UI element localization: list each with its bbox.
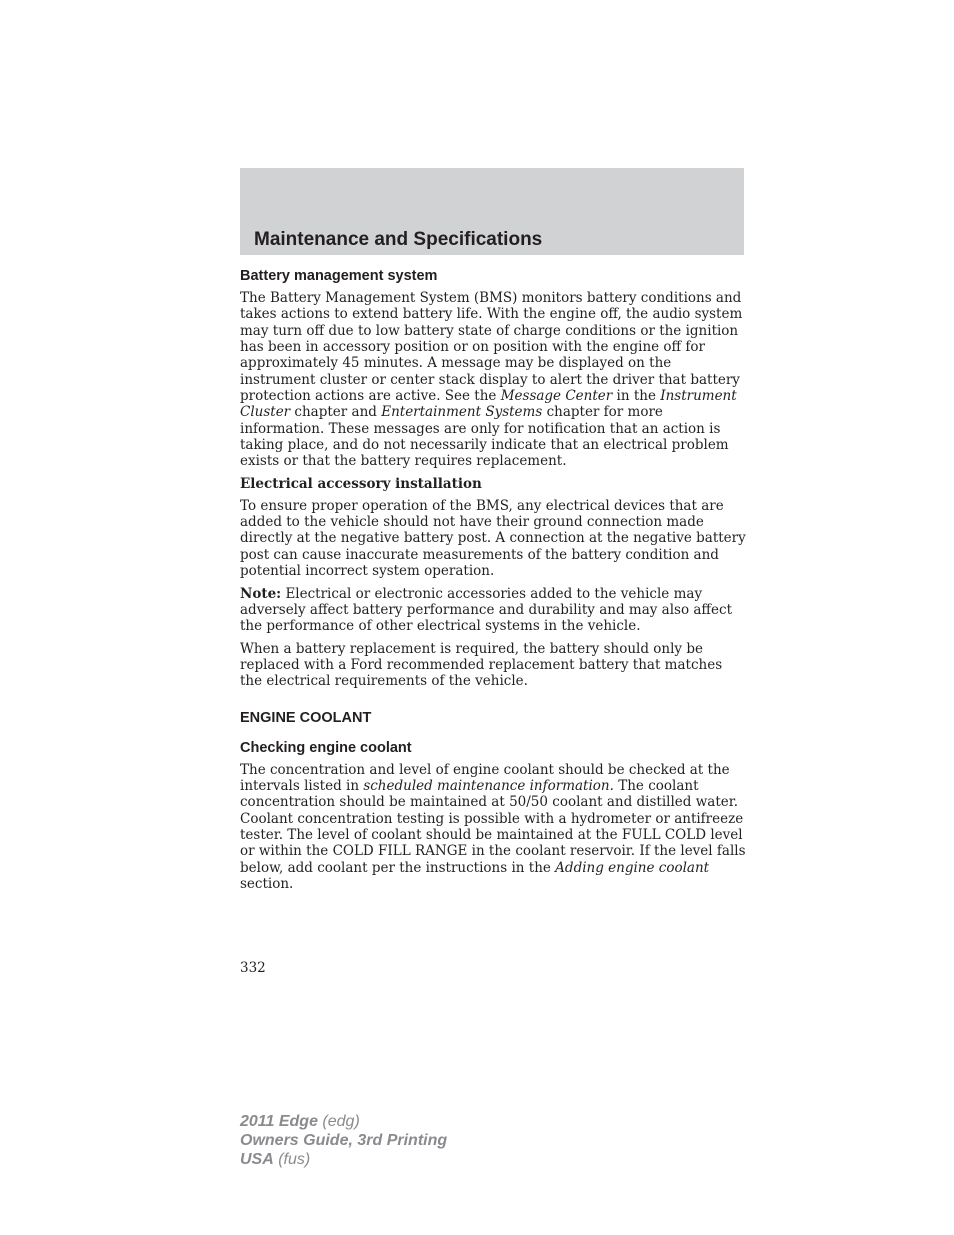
message-center-reference: Message Center	[500, 388, 613, 405]
page-number: 332	[240, 960, 266, 976]
footer-line-market: USA (fus)	[240, 1151, 311, 1168]
chapter-header-band	[240, 168, 744, 255]
battery-replacement-paragraph: When a battery replacement is required, the battery should only be replaced with a Ford recommended replacement battery that matches the electrical requirements of the vehicle.	[240, 640, 723, 690]
electrical-accessory-heading: Electrical accessory installation	[240, 475, 482, 492]
scheduled-maintenance-reference: scheduled maintenance information.	[363, 777, 614, 794]
electrical-accessory-paragraph: To ensure proper operation of the BMS, any electrical devices that are added to the vehicle should not have their ground connection made directly at the negative battery post. A connection at the negative battery post can cause inaccurate measurements of the battery condition and potential incorrect system operation.	[240, 497, 746, 580]
document-footer	[240, 1112, 447, 1169]
instrument-cluster-reference: Instrument Cluster	[240, 388, 737, 421]
battery-management-paragraph: The Battery Management System (BMS) monitors battery conditions and takes actions to extend battery life. With the engine off, the audio system may turn off due to low battery state of charge conditions or the ignition has been in accessory position or on position with the engine off for approximately 45 minutes. A message may be displayed on the instrument cluster or center stack display to alert the driver that battery protection actions are active. See the Message Center in the Instrument Cluster chapter and Entertainment Systems chapter for more information. These messages are only for notification that an action is taking place, and do not necessarily indicate that an electrical problem exists or that the battery requires replacement.	[240, 290, 743, 470]
footer-line-model: 2011 Edge (edg)	[240, 1113, 360, 1130]
engine-coolant-heading: ENGINE COOLANT	[240, 709, 372, 726]
footer-line-guide: Owners Guide, 3rd Printing	[240, 1132, 448, 1149]
adding-coolant-reference: Adding engine coolant	[555, 859, 710, 876]
checking-coolant-paragraph: The concentration and level of engine coolant should be checked at the intervals listed in scheduled maintenance information. The coolant concentration should be maintained at 50/50 coolant and distilled water. Coolant concentration testing is possible with a hydrometer or antifreeze tester. The level of coolant should be maintained at the FULL COLD level or within the COLD FILL RANGE in the coolant reservoir. If the level falls below, add coolant per the instructions in the Adding engine coolant section.	[240, 761, 746, 892]
chapter-title: Maintenance and Specifications	[254, 229, 543, 250]
entertainment-systems-reference: Entertainment Systems	[381, 404, 543, 421]
note-label: Note:	[240, 585, 282, 602]
checking-coolant-heading: Checking engine coolant	[240, 739, 412, 756]
page-content	[240, 267, 746, 898]
note-paragraph: Note: Electrical or electronic accessories added to the vehicle may adversely affect battery performance and durability and may also affect the performance of other electrical systems in the vehicle.	[240, 585, 732, 635]
battery-management-heading: Battery management system	[240, 268, 438, 284]
